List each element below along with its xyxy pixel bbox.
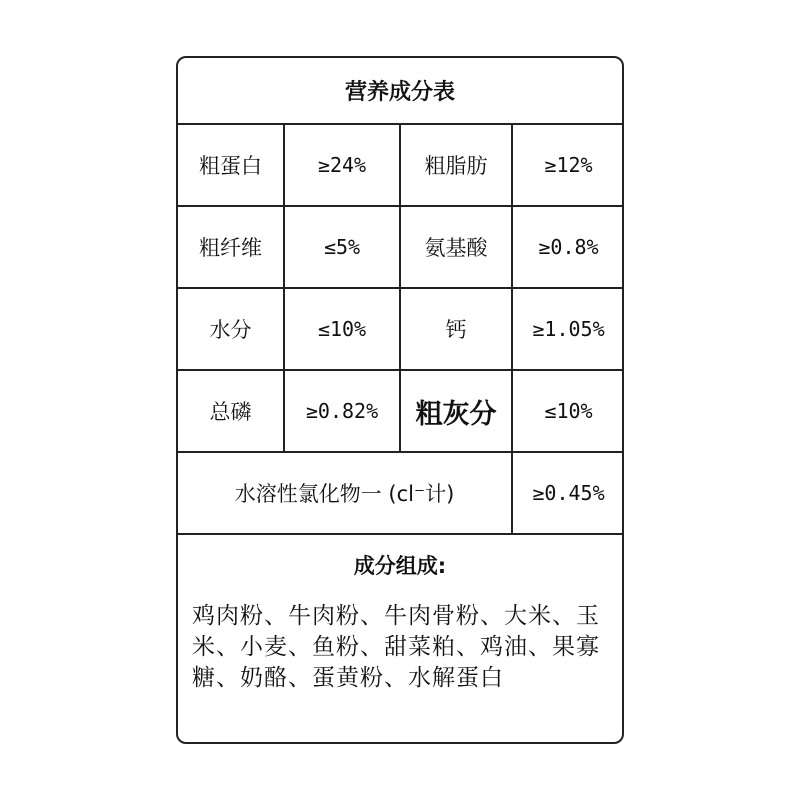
nutrient-label: 粗脂肪 [401, 125, 513, 205]
nutrient-value: ≤10% [544, 399, 593, 423]
nutrient-label: 粗蛋白 [178, 125, 285, 205]
nutrition-grid [178, 125, 622, 535]
nutrient-label: 总磷 [178, 371, 285, 451]
nutrient-value: ≥12% [544, 153, 593, 177]
table-row [178, 207, 622, 289]
nutrient-value: ≥1.05% [532, 317, 605, 341]
nutrient-value: ≥0.82% [285, 371, 401, 451]
ingredients-title: 成分组成: [353, 554, 447, 578]
nutrient-label: 水溶性氯化物一 (cl⁻计) [178, 453, 513, 533]
nutrient-value: ≤5% [285, 207, 401, 287]
nutrition-panel [176, 56, 624, 744]
table-row [178, 371, 622, 453]
ingredients-text: 鸡肉粉、牛肉粉、牛肉骨粉、大米、玉米、小麦、鱼粉、甜菜粕、鸡油、果寡糖、奶酪、蛋黄粉、水解蛋白 [192, 603, 600, 691]
table-row [178, 125, 622, 207]
nutrient-label: 氨基酸 [401, 207, 513, 287]
nutrient-value: ≤10% [285, 289, 401, 369]
nutrient-value: ≥0.8% [538, 235, 599, 259]
nutrient-label: 水分 [178, 289, 285, 369]
table-row [178, 289, 622, 371]
nutrient-label: 粗灰分 [401, 371, 513, 451]
nutrient-label: 钙 [401, 289, 513, 369]
table-row [178, 453, 622, 535]
table-title: 营养成分表 [178, 58, 622, 125]
nutrient-value: ≥0.45% [532, 481, 605, 505]
nutrient-label: 粗纤维 [178, 207, 285, 287]
nutrient-value: ≥24% [285, 125, 401, 205]
